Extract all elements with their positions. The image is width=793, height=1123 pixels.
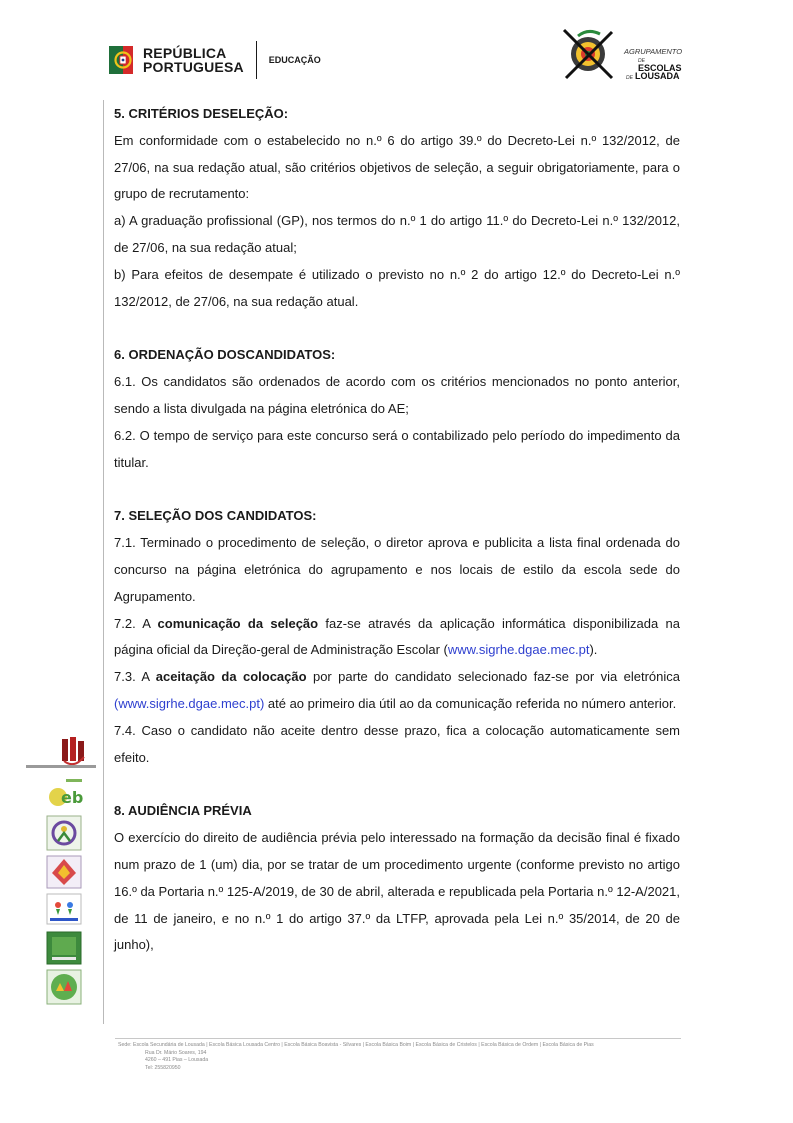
p72-text-c: ).	[589, 642, 598, 658]
section-7-heading: 7. SELEÇÃO DOS CANDIDATOS:	[114, 508, 317, 524]
cristelos-logo-icon	[46, 893, 82, 925]
footer-schools: Sede: Escola Secundária de Lousada | Escola Básica Lousada Centro | Escola Básica Boavista - Silvares | Escola Básica Boim | Escola Básica de Cristelos | Escola Básica de Ordem | Escola Básica de Pias	[118, 1042, 594, 1048]
section-5-paragraph-1: Em conformidade com o estabelecido no n.º 6 do artigo 39.º do Decreto-Lei n.º 132/2012, de 27/06, na sua redação atual, são critérios objetivos de seleção, a seguir obrigatoriamente, para o grupo de recrutamento:	[114, 132, 680, 202]
footer-rule	[115, 1038, 681, 1039]
header-divider	[256, 41, 257, 79]
section-6-paragraph-2: 6.2. O tempo de serviço para este concurso será o contabilizado pelo período do impedimento da titular.	[114, 427, 680, 470]
svg-text:eb: eb	[61, 788, 84, 807]
p72-text-a: 7.2. A	[114, 615, 158, 631]
sigrhe-link[interactable]: www.sigrhe.dgae.mec.pt	[447, 642, 590, 658]
section-7-paragraph-4: 7.4. Caso o candidato não aceite dentro desse prazo, fica a colocação automaticamente sem efeito.	[114, 722, 680, 765]
p73-text-b: por parte do candidato selecionado faz-se por via eletrónica	[306, 669, 680, 685]
republica-portuguesa-label	[143, 46, 244, 74]
agrupamento-name	[624, 48, 686, 82]
agr-line5: LOUSADA	[635, 70, 680, 81]
school-logo-3-icon	[46, 815, 82, 851]
p73-text-a: 7.3. A	[114, 669, 156, 685]
section-5-paragraph-2: a) A graduação profissional (GP), nos termos do n.º 1 do artigo 11.º do Decreto-Lei n.º 132/2012, de 27/06, na sua redação atual;	[114, 213, 680, 255]
section-6-paragraph-1: 6.1. Os candidatos são ordenados de acordo com os critérios mencionados no ponto anterior, sendo a lista divulgada na página eletrónica do AE;	[114, 374, 680, 416]
section-6-heading: 6. ORDENAÇÃO DOSCANDIDATOS:	[114, 347, 336, 363]
portugal-emblem-icon	[107, 42, 135, 78]
document-body	[114, 101, 680, 959]
agr-line4: DE	[626, 74, 633, 81]
sigrhe-link-2[interactable]: (www.sigrhe.dgae.mec.pt)	[114, 695, 265, 711]
ordem-logo-icon	[46, 931, 82, 965]
agr-line1: AGRUPAMENTO	[624, 47, 683, 56]
section-5-paragraph-3: b) Para efeitos de desempate é utilizado o previsto no n.º 2 do artigo 12.º do Decreto-Lei n.º 132/2012, de 27/06, na sua redação atual.	[114, 266, 680, 309]
agr-line3: ESCOLAS	[638, 63, 682, 73]
p73-bold: aceitação da colocação	[155, 669, 307, 685]
school-logo-4-icon	[46, 855, 82, 889]
ministry-label: EDUCAÇÃO	[268, 55, 321, 65]
agr-line2: DE	[638, 57, 645, 64]
agrupamento-emblem-icon	[556, 26, 620, 82]
eb-logo-icon	[46, 777, 86, 811]
unidos-logo-icon	[24, 735, 98, 773]
section-7-paragraph-2	[114, 611, 680, 665]
gov-name-line1: REPÚBLICA	[143, 45, 227, 61]
government-header	[107, 40, 321, 80]
section-8-paragraph-1: O exercício do direito de audiência prévia pelo interessado na formação da decisão final é fixado num prazo de 1 (um) dia, por se tratar de um procedimento urgente (conforme previsto no artigo 16.º da Portaria n.º 125-A/2019, de 30 de abril, alterada e republicada pela Portaria n.º 12-A/2021, de 11 de janeiro, e no n.º 1 do artigo 37.º da LTFP, aprovada pela Lei n.º 35/2014, de 20 de junho),	[114, 830, 680, 953]
gov-name-line2: PORTUGUESA	[143, 59, 244, 75]
p72-bold: comunicação da seleção	[157, 615, 319, 631]
section-7-paragraph-3	[114, 664, 680, 718]
footer-phone: Tel: 255820950	[145, 1064, 181, 1071]
section-7-paragraph-1: 7.1. Terminado o procedimento de seleção, o diretor aprova e publicita a lista final ordenada do concurso na página eletrónica do agrupamento e nos locais de estilo da escola sede do Agrupamento.	[114, 535, 680, 604]
section-5-heading: 5. CRITÉRIOS DESELEÇÃO:	[114, 106, 289, 121]
pias-logo-icon	[46, 969, 82, 1005]
left-margin-rule	[103, 100, 104, 1024]
agrupamento-logo	[556, 26, 686, 82]
p72-text-b: faz-se através da aplicação informática disponibilizada na página oficial da Direção-geral de Administração Escolar (	[114, 615, 680, 658]
section-8-heading: 8. AUDIÊNCIA PRÉVIA	[114, 803, 252, 819]
footer-address-street: Rua Dr. Mário Soares, 194	[145, 1049, 207, 1056]
p73-text-c: até ao primeiro dia útil ao da comunicação referida no número anterior.	[264, 695, 677, 711]
footer-address-postal: 4260 – 491 Pias – Lousada	[145, 1057, 209, 1064]
footer	[118, 1042, 594, 1072]
